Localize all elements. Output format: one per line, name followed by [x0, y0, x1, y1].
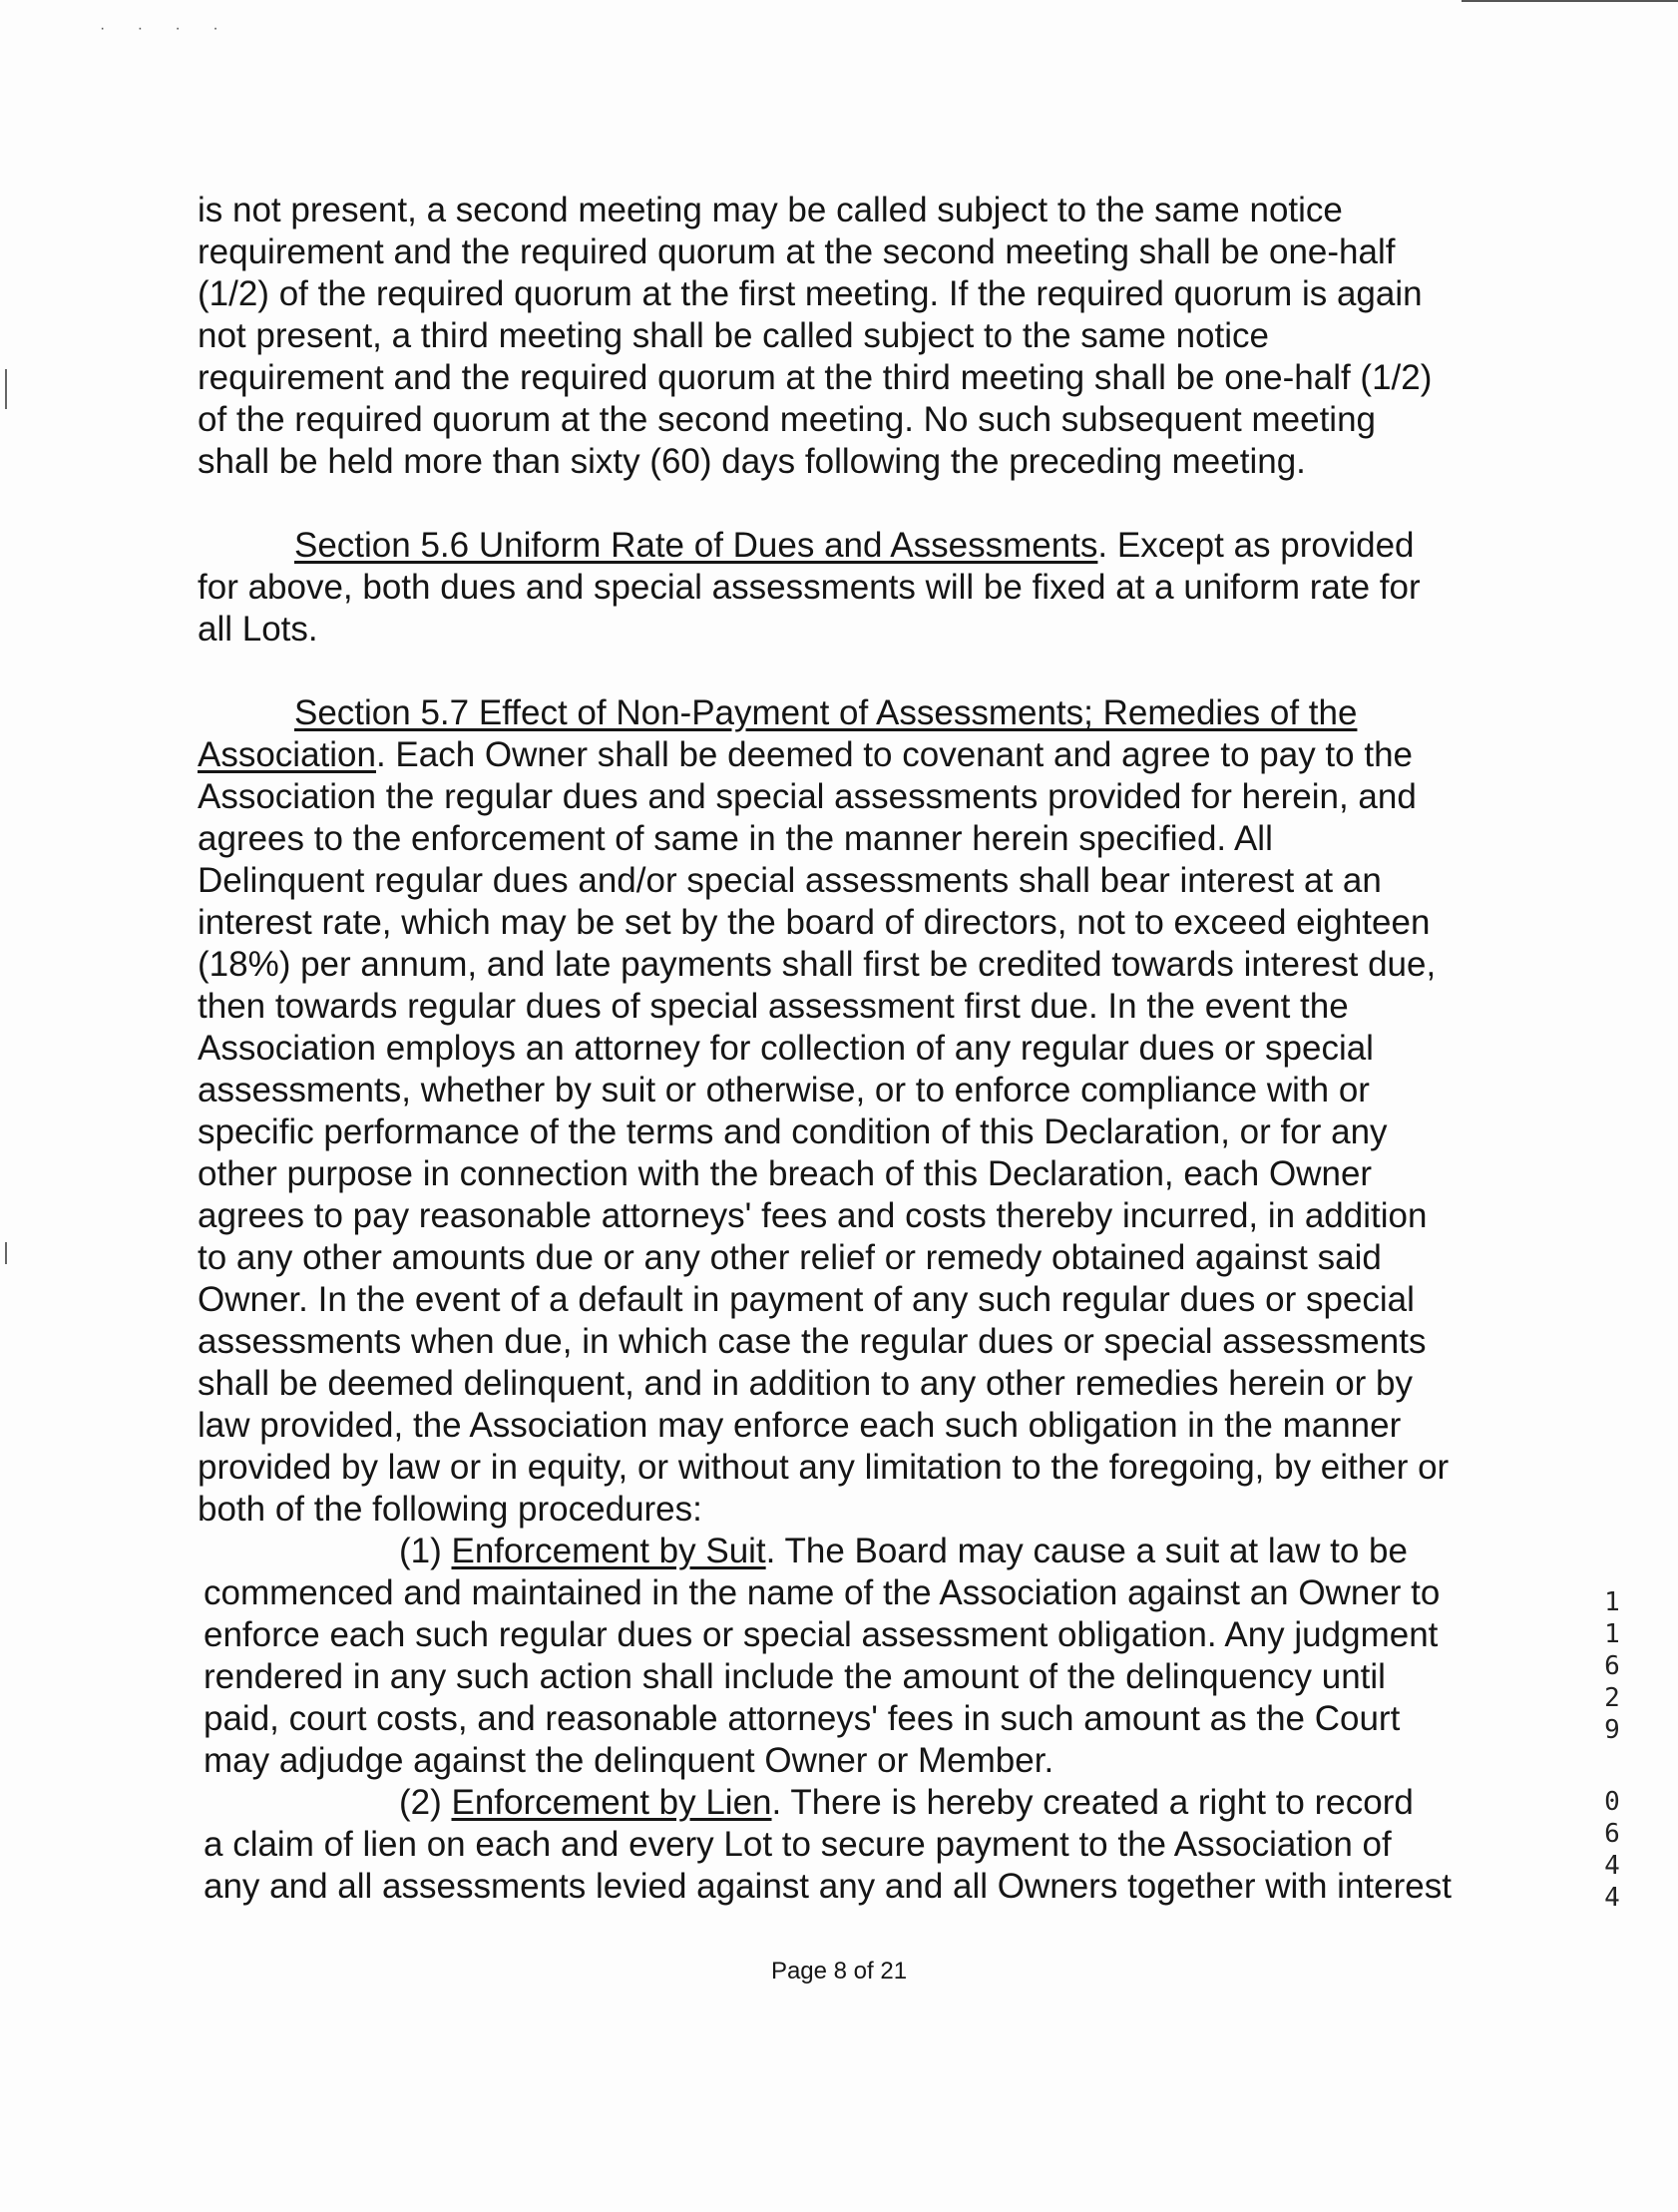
section-5-7-heading: Section 5.7 Effect of Non-Payment of Assessments; Remedies of the — [294, 693, 1358, 732]
scan-margin-mark — [5, 1242, 7, 1264]
text-line: rendered in any such action shall include the amount of the delinquency until — [204, 1657, 1386, 1696]
text-span: . There is hereby created a right to record — [771, 1783, 1414, 1822]
text-line: Owner. In the event of a default in payment of any such regular dues or special — [198, 1280, 1415, 1319]
text-line: any and all assessments levied against any and all Owners together with interest — [204, 1867, 1452, 1906]
section-5-6-first-line — [198, 525, 1474, 567]
text-line: provided by law or in equity, or without any limitation to the foregoing, by either or — [198, 1448, 1450, 1487]
text-line: requirement and the required quorum at the second meeting shall be one-half — [198, 232, 1396, 271]
text-line: agrees to the enforcement of same in the manner herein specified. All — [198, 819, 1273, 858]
scan-top-rule — [1462, 0, 1678, 2]
text-line: Association the regular dues and special assessments provided for herein, and — [198, 777, 1417, 816]
text-line: specific performance of the terms and condition of this Declaration, or for any — [198, 1112, 1388, 1151]
stamp-digit: 9 — [1604, 1715, 1620, 1745]
text-line: requirement and the required quorum at the third meeting shall be one-half (1/2) — [198, 358, 1433, 397]
page-number-footer: Page 8 of 21 — [770, 1958, 908, 1985]
text-line: interest rate, which may be set by the board of directors, not to exceed eighteen — [198, 903, 1431, 942]
text-line: of the required quorum at the second meeting. No such subsequent meeting — [198, 400, 1377, 439]
text-line: enforce each such regular dues or special assessment obligation. Any judgment — [204, 1615, 1439, 1654]
stamp-digit: 4 — [1604, 1883, 1620, 1913]
item-2-number: (2) — [399, 1783, 452, 1822]
stamp-digit: 0 — [1604, 1787, 1620, 1817]
text-line: commenced and maintained in the name of the Association against an Owner to — [204, 1573, 1441, 1612]
text-line: paid, court costs, and reasonable attorneys' fees in such amount as the Court — [204, 1699, 1401, 1738]
item-1-number: (1) — [399, 1532, 452, 1570]
text-line: agrees to pay reasonable attorneys' fees and costs thereby incurred, in addition — [198, 1196, 1428, 1235]
stamp-digit: 2 — [1604, 1683, 1620, 1713]
scan-specks: · · · · — [100, 20, 232, 37]
text-line: assessments when due, in which case the regular dues or special assessments — [198, 1322, 1427, 1361]
text-line: a claim of lien on each and every Lot to secure payment to the Association of — [204, 1825, 1392, 1864]
recording-stamp-upper — [1596, 1586, 1628, 1746]
item-2-heading: Enforcement by Lien — [451, 1783, 772, 1822]
text-line: law provided, the Association may enforce each such obligation in the manner — [198, 1406, 1402, 1445]
text-line: for above, both dues and special assessments will be fixed at a uniform rate for — [198, 568, 1421, 607]
stamp-digit: 1 — [1604, 1587, 1620, 1617]
stamp-digit: 6 — [1604, 1819, 1620, 1849]
text-line: may adjudge against the delinquent Owner or Member. — [204, 1741, 1054, 1780]
text-line: is not present, a second meeting may be called subject to the same notice — [198, 191, 1343, 229]
text-line: not present, a third meeting shall be called subject to the same notice — [198, 316, 1269, 355]
text-line: all Lots. — [198, 610, 318, 649]
stamp-digit: 6 — [1604, 1651, 1620, 1681]
stamp-digit: 4 — [1604, 1851, 1620, 1881]
text-span: . Except as provided — [1097, 526, 1415, 565]
item-1-first-line — [198, 1531, 1474, 1572]
text-line: shall be deemed delinquent, and in addition to any other remedies herein or by — [198, 1364, 1414, 1403]
text-line: (18%) per annum, and late payments shall first be credited towards interest due, — [198, 945, 1437, 984]
section-5-6-heading: Section 5.6 Uniform Rate of Dues and Assessments — [294, 526, 1098, 565]
stamp-digit: 1 — [1604, 1619, 1620, 1649]
text-line: (1/2) of the required quorum at the first meeting. If the required quorum is again — [198, 274, 1423, 313]
text-span: . Each Owner shall be deemed to covenant and agree to pay to the — [375, 735, 1413, 774]
recording-stamp-lower — [1596, 1786, 1628, 1914]
text-line: Association employs an attorney for collection of any regular dues or special — [198, 1029, 1374, 1068]
item-1-heading: Enforcement by Suit — [451, 1532, 766, 1570]
section-5-7-second-line — [198, 734, 1474, 776]
item-2-first-line — [198, 1782, 1474, 1824]
text-span: . The Board may cause a suit at law to be — [765, 1532, 1408, 1570]
text-line: then towards regular dues of special assessment first due. In the event the — [198, 987, 1349, 1026]
text-line: other purpose in connection with the breach of this Declaration, each Owner — [198, 1154, 1373, 1193]
document-body — [198, 190, 1474, 1908]
text-line: assessments, whether by suit or otherwise, or to enforce compliance with or — [198, 1071, 1370, 1109]
text-line: to any other amounts due or any other relief or remedy obtained against said — [198, 1238, 1382, 1277]
text-line: both of the following procedures: — [198, 1490, 702, 1529]
text-line: shall be held more than sixty (60) days following the preceding meeting. — [198, 442, 1306, 481]
section-5-7-heading-cont: Association — [198, 735, 376, 774]
text-line: Delinquent regular dues and/or special assessments shall bear interest at an — [198, 861, 1382, 900]
scan-margin-mark — [5, 369, 7, 409]
